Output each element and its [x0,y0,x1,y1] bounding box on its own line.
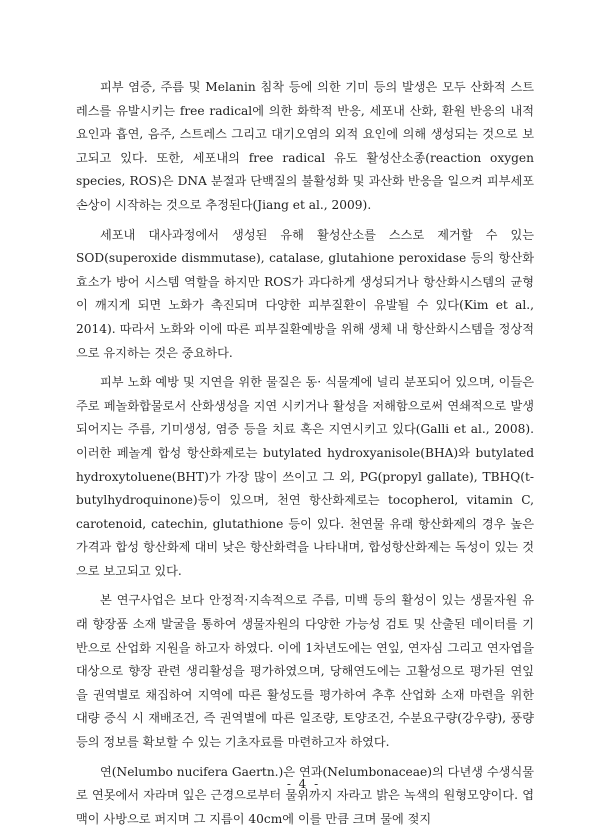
paragraph-3: 피부 노화 예방 및 지연을 위한 물질은 동· 식물계에 널리 분포되어 있으며, 이들은 주로 페놀화합물로서 산화생성을 지연 시키거나 활성을 저해함으로써 연쇄적으로 발생되어지는 주름, 기미생성, 염증 등을 치료 혹은 지연시키고 있다(Galli et al., 2008). 이러한 페놀계 합성 항산화제로는 butylated hydroxyanisole(BHA)와 butylated hydroxytoluene(BHT)가 가장 많이 쓰이고 그 외, PG(propyl gallate), TBHQ(t-butylhydroquinone)등이 있으며, 천연 항산화제로는 tocopherol, vitamin C, carotenoid, catechin, glutathione 등이 있다. 천연물 유래 항산화제의 경우 높은 가격과 합성 항산화제 대비 낮은 항산화력을 나타내며, 합성항산화제는 독성이 있는 것으로 보고되고 있다. [76,375,534,578]
paragraph-2: 세포내 대사과정에서 생성된 유해 활성산소를 스스로 제거할 수 있는 SOD(superoxide dismmutase), catalase, glutahione peroxidase 등의 항산화 효소가 방어 시스템 역할을 하지만 ROS가 과다하게 생성되거나 항산화시스템의 균형이 깨지게 되면 노화가 촉진되며 다양한 피부질환이 유발될 수 있다(Kim et al., 2014). 따라서 노화와 이에 따른 피부질환예방을 위해 생체 내 항산화시스템을 정상적으로 유지하는 것은 중요하다. [76,227,534,360]
page-number: - 4 - [286,777,321,791]
paragraph-5: 연(Nelumbo nucifera Gaertn.)은 연과(Nelumbonaceae)의 다년생 수생식물로 연못에서 자라며 잎은 근경으로부터 물위까지 자라고 밝은 녹색의 원형모양이다. 엽맥이 사방으로 퍼지며 그 지름이 40cm에 이를 만큼 크며 물에 젖지 [76,764,534,826]
paragraph-4: 본 연구사업은 보다 안정적·지속적으로 주름, 미백 등의 활성이 있는 생물자원 유래 향장품 소재 발굴을 통하여 생물자원의 다양한 가능성 검토 및 산출된 데이터를 기반으로 산업화 지원을 하고자 하였다. 이에 1차년도에는 연잎, 연자심 그리고 연자엽을 대상으로 향장 관련 생리활성을 평가하였으며, 당해연도에는 고활성으로 평가된 연잎을 권역별로 채집하여 지역에 따른 활성도를 평가하여 추후 산업화 소재 마련을 위한 대량 증식 시 재배조건, 즉 권역별에 따른 일조량, 토양조건, 수분요구량(강우량), 풍량 등의 정보를 확보할 수 있는 기초자료를 마련하고자 하였다. [76,593,534,750]
paragraph-1: 피부 염증, 주름 및 Melanin 침착 등에 의한 기미 등의 발생은 모두 산화적 스트레스를 유발시키는 free radical에 의한 화학적 반응, 세포내 산화, 환원 반응의 내적 요인과 흡연, 음주, 스트레스 그리고 대기오염의 외적 요인에 의해 생성되는 것으로 보고되고 있다. 또한, 세포내의 free radical 유도 활성산소종(reaction oxygen species, ROS)은 DNA 분절과 단백질의 불활성화 및 과산화 반응을 일으켜 피부세포손상이 시작하는 것으로 추정된다(Jiang et al., 2009). [76,80,534,212]
document-body [76,76,534,837]
